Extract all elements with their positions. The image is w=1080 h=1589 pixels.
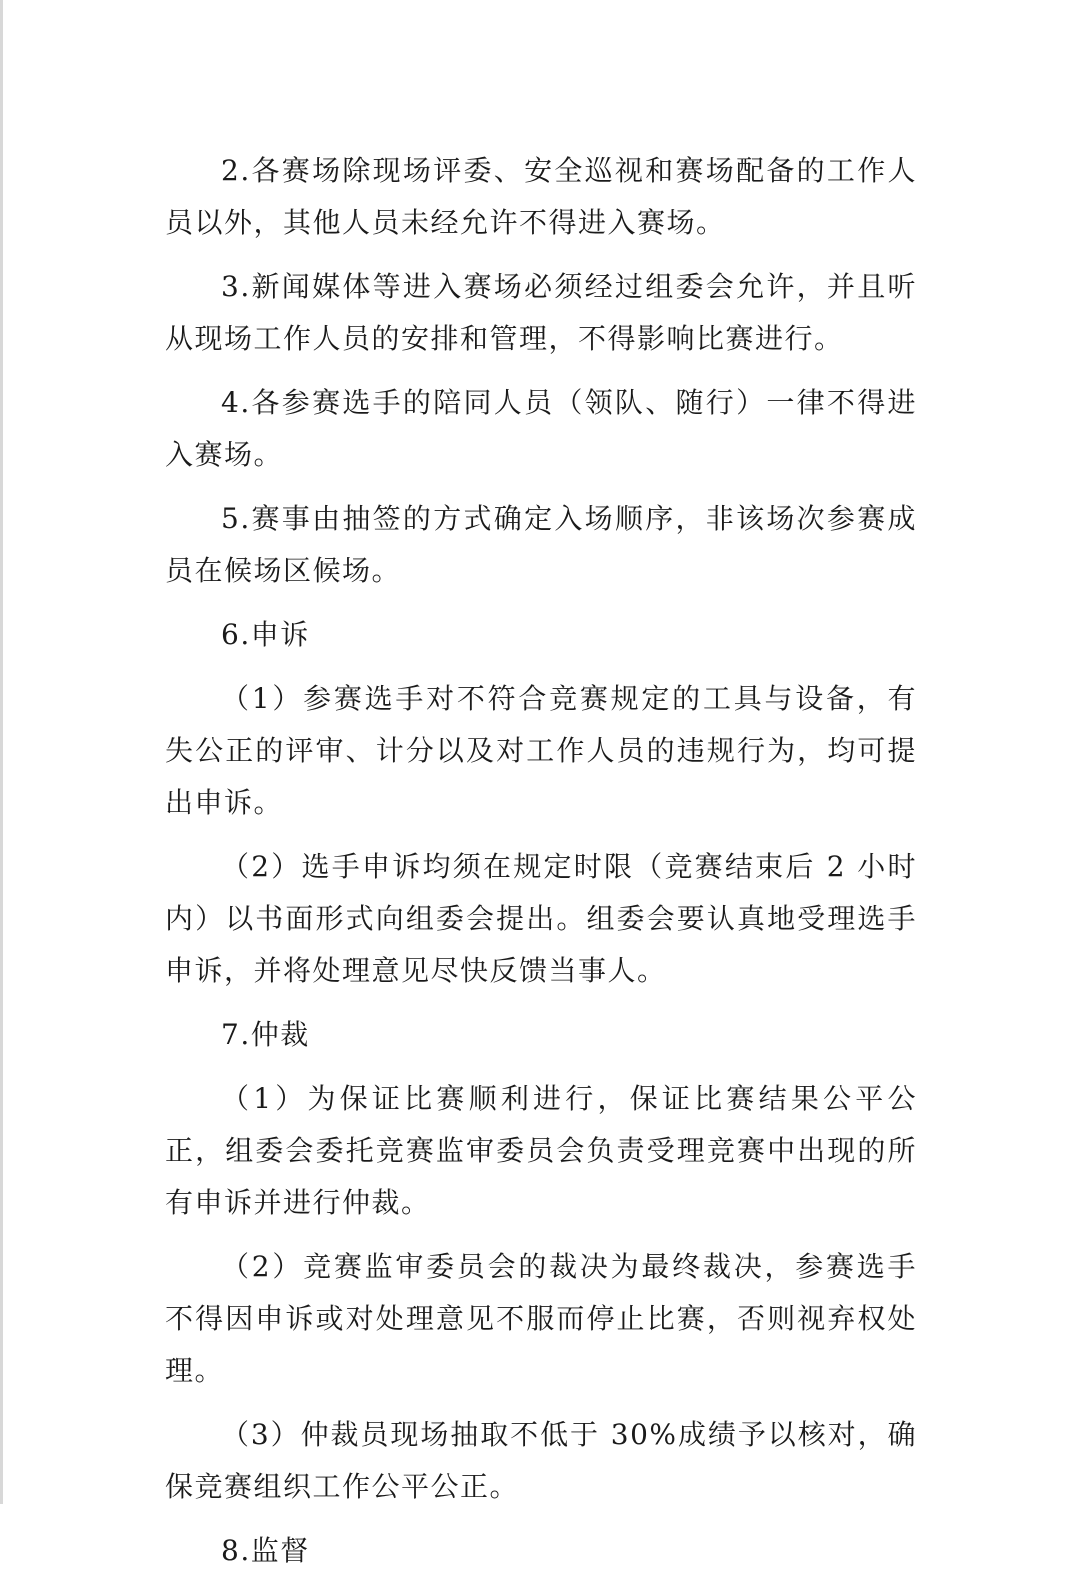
- paragraph-3-media-access: 3.新闻媒体等进入赛场必须经过组委会允许，并且听从现场工作人员的安排和管理，不得影响比赛进行。: [165, 270, 917, 355]
- paragraph-arbitration-3: （3）仲裁员现场抽取不低于 30%成绩予以核对，确保竞赛组织工作公平公正。: [165, 1418, 917, 1503]
- paragraph-arbitration-1: （1）为保证比赛顺利进行，保证比赛结果公平公正，组委会委托竞赛监审委员会负责受理竞赛中出现的所有申诉并进行仲裁。: [165, 1082, 917, 1219]
- paragraph-2-venue-access: 2.各赛场除现场评委、安全巡视和赛场配备的工作人员以外，其他人员未经允许不得进入赛场。: [165, 154, 917, 239]
- paragraph-5-entry-order: 5.赛事由抽签的方式确定入场顺序，非该场次参赛成员在候场区候场。: [165, 502, 917, 587]
- heading-arbitration: 7.仲裁: [221, 1018, 310, 1051]
- heading-supervision: 8.监督: [221, 1534, 310, 1567]
- paragraph-4-companions: 4.各参赛选手的陪同人员（领队、随行）一律不得进入赛场。: [165, 386, 917, 471]
- page-edge: [0, 0, 3, 1504]
- paragraph-appeal-1: （1）参赛选手对不符合竞赛规定的工具与设备，有失公正的评审、计分以及对工作人员的违规行为，均可提出申诉。: [165, 682, 917, 819]
- heading-appeal: 6.申诉: [221, 618, 310, 651]
- paragraph-arbitration-2: （2）竞赛监审委员会的裁决为最终裁决，参赛选手不得因申诉或对处理意见不服而停止比赛，否则视弃权处理。: [165, 1250, 917, 1387]
- paragraph-appeal-2: （2）选手申诉均须在规定时限（竞赛结束后 2 小时内）以书面形式向组委会提出。组委会要认真地受理选手申诉，并将处理意见尽快反馈当事人。: [165, 850, 917, 987]
- document-body: [165, 145, 917, 1589]
